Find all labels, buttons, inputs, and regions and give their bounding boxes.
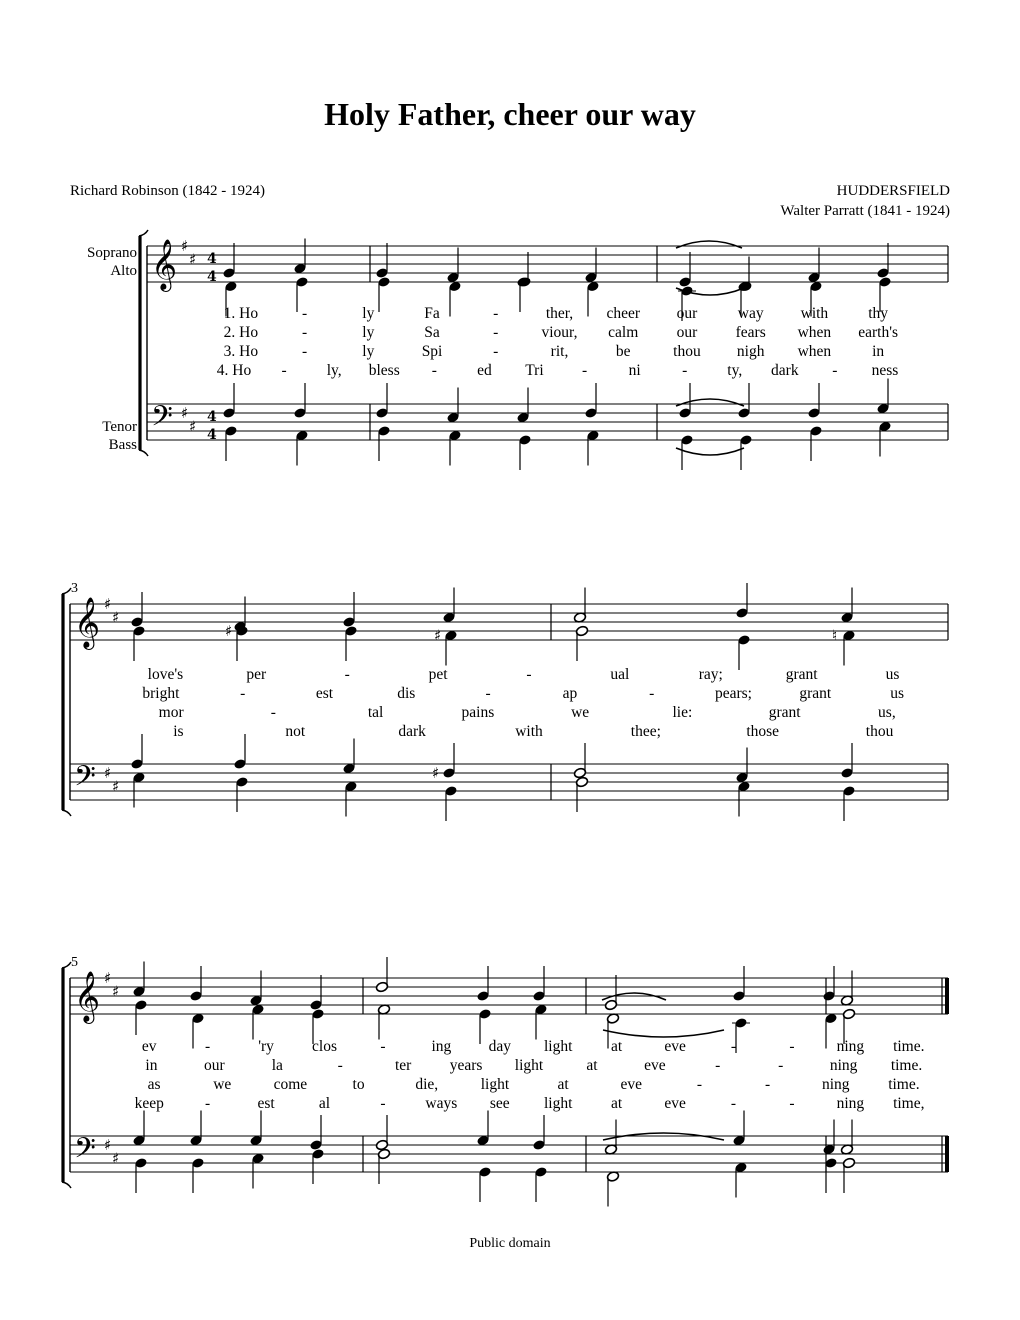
lyric-syllable: ly [362, 324, 375, 341]
lyric-syllable: come [273, 1076, 308, 1093]
lyric-syllable: ly [362, 343, 375, 360]
lyric-syllable: Fa [424, 305, 440, 322]
key-signature-sharp: ♯ [112, 777, 120, 796]
tenor-note [189, 1111, 202, 1147]
slur [676, 399, 744, 406]
accidental: ♯ [434, 626, 442, 645]
tenor-note [293, 383, 306, 419]
bass-note [448, 430, 461, 466]
lyric-syllable: with [800, 305, 829, 322]
lyric-syllable: thou [865, 723, 894, 740]
key-signature-sharp: ♯ [181, 237, 189, 255]
treble-clef-icon: 𝄞 [74, 597, 101, 648]
soprano-note [130, 592, 143, 628]
lyric-syllable: Spi [421, 343, 443, 360]
soprano-note [233, 597, 246, 633]
tenor-note [807, 383, 820, 419]
lyric-syllable: those [746, 723, 780, 740]
lyric-syllable: not [285, 723, 306, 740]
system-1-bracket-top [139, 230, 148, 236]
tenor-note [516, 388, 529, 424]
hymn-title: Holy Father, cheer our way [324, 96, 696, 132]
lyric-syllable: ter [394, 1057, 412, 1074]
lyric-syllable: light [544, 1095, 573, 1112]
lyric-syllable: ni [628, 362, 641, 379]
alto-note [344, 625, 357, 661]
lyric-syllable: est [315, 685, 334, 702]
lyric-syllable: cheer [606, 305, 641, 322]
alto-note [377, 276, 390, 312]
bass-note [377, 1148, 390, 1184]
lyric-syllable: 3. Ho [223, 343, 259, 360]
lyric-syllable: ing [431, 1038, 452, 1055]
accidental: ♮ [832, 626, 838, 645]
lyric-syllable: ray; [698, 666, 723, 683]
bass-note [842, 785, 855, 821]
lyric-syllable: calm [608, 324, 639, 341]
bass-note [737, 781, 750, 817]
bass-note [518, 434, 531, 470]
lyric-hyphen: - [778, 1057, 784, 1074]
soprano-note [476, 966, 489, 1002]
bass-note [311, 1148, 324, 1184]
soprano-note [222, 243, 235, 279]
alto-note [534, 1004, 547, 1040]
lyric-syllable: ed [477, 362, 492, 379]
lyric-hyphen: - [344, 666, 350, 683]
measure-number: 3 [71, 581, 78, 596]
lyric-syllable: bless [368, 362, 400, 379]
tenor-note [532, 1115, 545, 1151]
tune-name: HUDDERSFIELD [836, 183, 950, 199]
lyric-syllable: be [615, 343, 631, 360]
soprano-note [293, 239, 306, 275]
lyric-syllable: light [514, 1057, 544, 1074]
system-3-bracket-top [62, 962, 71, 968]
lyric-syllable: at [611, 1095, 623, 1112]
key-signature-sharp: ♯ [189, 417, 197, 436]
alto-note [586, 281, 599, 317]
bass-note [478, 1166, 491, 1202]
soprano-note [442, 588, 455, 624]
lyric-hyphen: - [302, 305, 308, 322]
lyric-hyphen: - [302, 324, 308, 341]
lyric-syllable: time. [890, 1057, 923, 1074]
bass-note [586, 430, 599, 466]
lyric-syllable: viour, [541, 324, 578, 341]
copyright-footer: Public domain [469, 1236, 551, 1251]
lyric-syllable: ways [425, 1095, 458, 1112]
lyric-hyphen: - [730, 1095, 737, 1112]
key-signature-sharp: ♯ [104, 969, 112, 987]
tenor-note [249, 1111, 262, 1147]
measure-number: 5 [71, 955, 78, 970]
lyric-syllable: at [557, 1076, 569, 1093]
treble-clef-icon: 𝄞 [151, 239, 178, 290]
slur [676, 448, 744, 455]
soprano-note [309, 975, 322, 1011]
bass-note [235, 776, 248, 812]
lyric-hyphen: - [380, 1038, 386, 1055]
lyric-syllable: al [318, 1095, 331, 1112]
lyric-syllable: as [147, 1076, 161, 1093]
soprano-note [249, 971, 262, 1007]
bass-note [809, 425, 822, 461]
tenor-note [737, 383, 750, 419]
bass-note [606, 1171, 619, 1207]
lyric-syllable: grant [768, 704, 801, 721]
tenor-note [735, 748, 748, 784]
bass-note [377, 425, 390, 461]
lyric-syllable: our [676, 324, 698, 341]
lyric-syllable: nigh [736, 343, 765, 360]
lyric-syllable: tal [367, 704, 384, 721]
tenor-note [233, 734, 246, 770]
key-signature-sharp: ♯ [104, 595, 112, 613]
bass-note [132, 772, 145, 808]
alto-note [737, 634, 750, 670]
lyric-syllable: la [271, 1057, 283, 1074]
lyric-syllable: eve [644, 1057, 666, 1074]
lyric-syllable: dark [398, 723, 426, 740]
alto-note [191, 1013, 204, 1049]
tenor-note [375, 1115, 388, 1151]
lyric-syllable: 1. Ho [223, 305, 259, 322]
lyric-syllable: in [145, 1057, 158, 1074]
lyric-hyphen: - [380, 1095, 386, 1112]
system-2-bracket-top [62, 588, 71, 594]
time-signature-top: 4 [207, 409, 217, 425]
bass-note [575, 776, 588, 812]
lyric-syllable: dis [397, 685, 416, 702]
lyric-syllable: with [515, 723, 543, 740]
tenor-note [342, 739, 355, 775]
soprano-note [584, 248, 597, 284]
key-signature-sharp: ♯ [112, 608, 120, 627]
lyric-syllable: ly [362, 305, 375, 322]
lyric-syllable: 4. Ho [216, 362, 252, 379]
lyric-hyphen: - [526, 666, 532, 683]
soprano-note [735, 583, 748, 619]
lyric-hyphen: - [696, 1076, 703, 1093]
tenor-note [840, 743, 853, 779]
lyric-hyphen: - [205, 1095, 211, 1112]
lyric-syllable: at [586, 1057, 598, 1074]
alto-note [518, 276, 531, 312]
lyric-syllable: us, [878, 704, 896, 721]
bass-clef-icon: 𝄢 [74, 760, 96, 800]
time-signature-bottom: 4 [207, 427, 217, 443]
alto-note [832, 627, 856, 666]
soprano-note [375, 957, 388, 993]
lyric-syllable: time. [888, 1076, 920, 1093]
lyric-syllable: per [246, 666, 267, 683]
lyric-hyphen: - [431, 362, 437, 379]
lyric-syllable: years [449, 1057, 483, 1074]
tenor-note [476, 1111, 489, 1147]
lyric-syllable: grant [799, 685, 832, 702]
lyric-syllable: ning [829, 1057, 858, 1074]
bass-note [224, 425, 237, 461]
bass-note [842, 1157, 855, 1193]
lyric-hyphen: - [281, 362, 287, 379]
tenor-note [130, 734, 143, 770]
lyric-syllable: ev [141, 1038, 157, 1055]
tenor-note [584, 383, 597, 419]
soprano-note [132, 962, 145, 998]
lyric-syllable: 'ry [258, 1038, 274, 1055]
lyric-syllable: fears [735, 324, 766, 341]
key-signature-sharp: ♯ [181, 404, 189, 422]
lyric-syllable: light [480, 1076, 510, 1093]
tenor-note [222, 383, 235, 419]
tenor-note [822, 1120, 835, 1156]
system-2-bracket-bottom [62, 810, 71, 816]
tenor-note [573, 743, 586, 779]
lyric-syllable: ning [836, 1038, 865, 1055]
lyric-syllable: thou [673, 343, 701, 360]
alto-note [448, 281, 461, 317]
alto-note [251, 1004, 264, 1040]
lyric-syllable: us [890, 685, 904, 702]
soprano-note [604, 975, 617, 1011]
key-signature-sharp: ♯ [104, 764, 112, 782]
lyric-hyphen: - [730, 1038, 737, 1055]
lyric-syllable: is [173, 723, 184, 740]
accidental: ♯ [432, 764, 440, 782]
lyric-hyphen: - [493, 324, 499, 341]
lyric-hyphen: - [789, 1038, 795, 1055]
lyric-hyphen: - [485, 685, 491, 702]
lyric-syllable: rit, [550, 343, 569, 360]
lyric-syllable: lie: [672, 704, 693, 721]
voice-label-tenor: Tenor [102, 419, 137, 435]
tenor-note [132, 1111, 145, 1147]
alto-note [134, 999, 147, 1035]
bass-note [739, 434, 752, 470]
lyric-syllable: at [611, 1038, 623, 1055]
lyric-hyphen: - [493, 305, 499, 322]
lyric-hyphen: - [205, 1038, 211, 1055]
key-signature-sharp: ♯ [104, 1136, 112, 1154]
bass-clef-icon: 𝄢 [74, 1132, 96, 1172]
soprano-note [573, 588, 586, 624]
system-3-bracket-bottom [62, 1182, 71, 1188]
lyric-syllable: thee; [630, 723, 661, 740]
lyric-syllable: 2. Ho [223, 324, 259, 341]
bass-clef-icon: 𝄢 [151, 400, 173, 440]
lyric-hyphen: - [832, 362, 838, 379]
tenor-note [309, 1115, 322, 1151]
bass-note [734, 1162, 747, 1198]
soprano-note [678, 252, 691, 288]
bass-note [191, 1157, 204, 1193]
lyric-syllable: we [213, 1076, 232, 1093]
lyric-syllable: way [737, 305, 764, 322]
tenor-note [840, 1120, 853, 1156]
lyric-hyphen: - [493, 343, 499, 360]
bass-note [878, 421, 891, 457]
lyric-syllable: in [872, 343, 885, 360]
lyric-hyphen: - [270, 704, 276, 721]
lyric-syllable: eve [620, 1076, 643, 1093]
lyric-syllable: ning [836, 1095, 865, 1112]
composer-credit: Walter Parratt (1841 - 1924) [780, 203, 950, 219]
lyricist-credit: Richard Robinson (1842 - 1924) [70, 183, 265, 199]
tenor-note [375, 383, 388, 419]
soprano-note [807, 248, 820, 284]
soprano-note [732, 966, 745, 1002]
soprano-note [446, 248, 459, 284]
tenor-note [446, 388, 459, 424]
alto-note [434, 627, 458, 666]
lyric-syllable: ty, [727, 362, 743, 379]
lyric-syllable: us [885, 666, 900, 683]
soprano-note [876, 243, 889, 279]
lyric-syllable: Tri [525, 362, 544, 379]
lyric-syllable: ly, [326, 362, 342, 379]
lyric-syllable: pains [461, 704, 495, 721]
lyric-syllable: pears; [714, 685, 753, 702]
soprano-note [822, 966, 835, 1002]
lyric-syllable: eve [664, 1038, 686, 1055]
soprano-note [189, 966, 202, 1002]
lyric-hyphen: - [240, 685, 246, 702]
lyric-syllable: earth's [858, 324, 899, 341]
voice-label-alto: Alto [110, 263, 137, 279]
lyric-syllable: grant [785, 666, 818, 683]
bass-note [534, 1166, 547, 1202]
lyric-syllable: time, [893, 1095, 925, 1112]
lyric-hyphen: - [302, 343, 308, 360]
lyric-hyphen: - [764, 1076, 771, 1093]
alto-note [377, 1004, 390, 1040]
system-1-bracket-bottom [139, 450, 148, 456]
lyric-syllable: mor [158, 704, 184, 721]
voice-label-bass: Bass [108, 437, 137, 453]
lyric-syllable: keep [134, 1095, 164, 1112]
bass-note [344, 781, 357, 817]
lyric-syllable: see [489, 1095, 510, 1112]
lyric-syllable: our [676, 305, 698, 322]
accidental: ♯ [225, 622, 233, 640]
tenor-note [876, 379, 889, 415]
soprano-note [532, 966, 545, 1002]
key-signature-sharp: ♯ [112, 982, 120, 1001]
soprano-note [840, 971, 853, 1007]
lyric-syllable: ning [821, 1076, 850, 1093]
key-signature-sharp: ♯ [112, 1149, 120, 1168]
lyric-hyphen: - [682, 362, 688, 379]
bass-note [444, 785, 457, 821]
slur [676, 241, 742, 248]
lyric-syllable: bright [142, 685, 180, 702]
lyric-syllable: love's [147, 666, 184, 683]
lyric-hyphen: - [649, 685, 655, 702]
alto-note [132, 625, 145, 661]
lyric-syllable: pet [428, 666, 448, 683]
tenor-note [732, 1111, 745, 1147]
lyric-syllable: eve [664, 1095, 686, 1112]
lyric-hyphen: - [715, 1057, 721, 1074]
lyric-hyphen: - [789, 1095, 795, 1112]
alto-note [575, 625, 588, 661]
lyric-syllable: Sa [424, 324, 440, 341]
lyric-syllable: light [544, 1038, 573, 1055]
lyric-hyphen: - [337, 1057, 343, 1074]
tenor-note [432, 743, 456, 782]
lyric-syllable: thy [868, 305, 889, 322]
voice-label-soprano: Soprano [87, 245, 137, 261]
lyric-syllable: ual [610, 666, 630, 683]
soprano-note [840, 588, 853, 624]
lyric-syllable: to [352, 1076, 365, 1093]
lyric-syllable: we [571, 704, 590, 721]
lyric-hyphen: - [581, 362, 588, 379]
lyric-syllable: day [488, 1038, 511, 1055]
lyric-syllable: dark [771, 362, 799, 379]
slur [603, 1030, 724, 1037]
soprano-note [342, 592, 355, 628]
time-signature-bottom: 4 [207, 269, 217, 285]
treble-clef-icon: 𝄞 [74, 971, 101, 1022]
lyric-syllable: clos [312, 1038, 337, 1055]
bass-note [295, 430, 308, 466]
key-signature-sharp: ♯ [189, 250, 197, 269]
bass-note [134, 1157, 147, 1193]
soprano-note [375, 243, 388, 279]
lyric-syllable: when [797, 324, 832, 341]
time-signature-top: 4 [207, 251, 217, 267]
bass-note [251, 1153, 264, 1189]
lyric-syllable: ness [871, 362, 899, 379]
lyric-syllable: ap [562, 685, 578, 702]
lyric-syllable: when [797, 343, 832, 360]
bass-note [824, 1157, 837, 1193]
lyric-syllable: ther, [545, 305, 574, 322]
lyric-syllable: time. [893, 1038, 925, 1055]
lyric-syllable: our [204, 1057, 225, 1074]
lyric-syllable: est [257, 1095, 275, 1112]
lyric-syllable: die, [415, 1076, 439, 1093]
